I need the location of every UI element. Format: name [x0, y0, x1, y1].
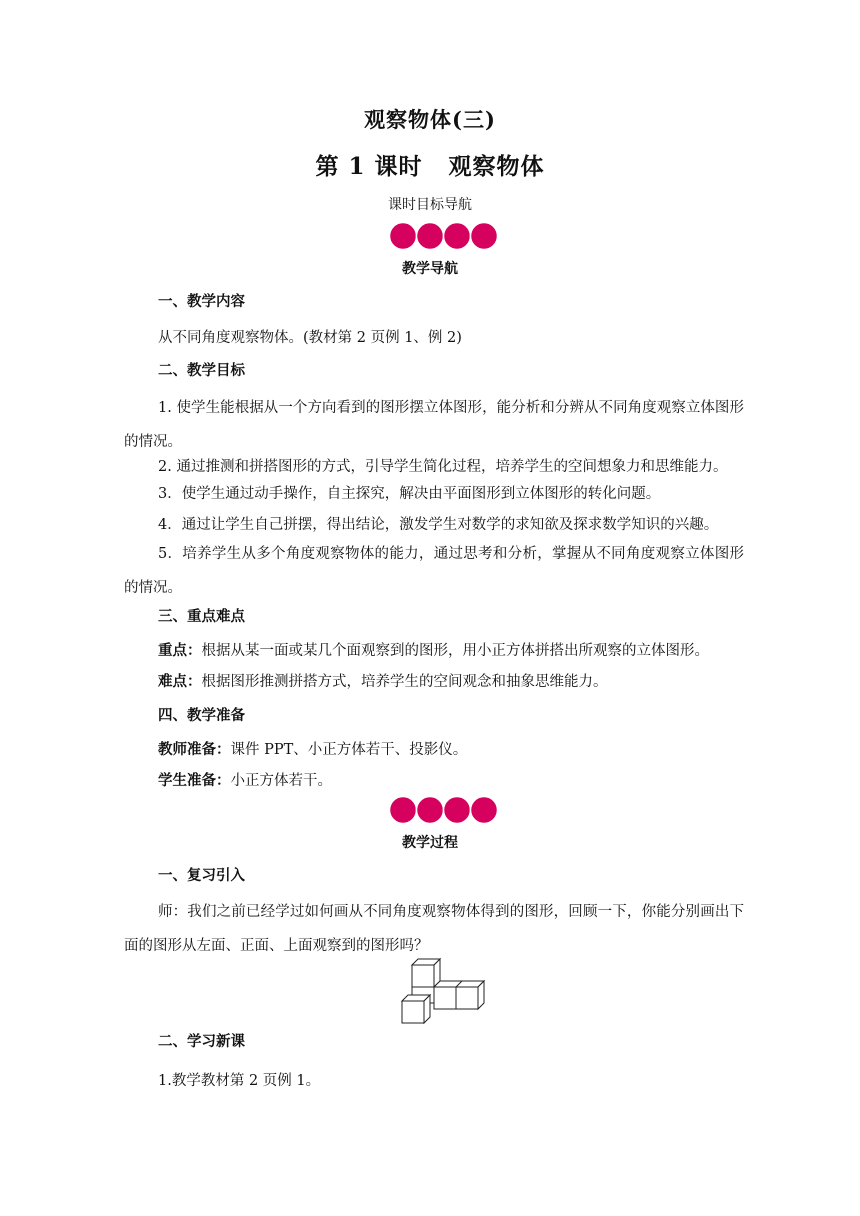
heading-teaching-goals: 二、教学目标: [158, 363, 245, 379]
key-point: [158, 641, 738, 661]
difficult-point-text: 根据图形推测拼搭方式，培养学生的空间观念和抽象思维能力。: [201, 674, 608, 690]
student-preparation-label: 学生准备：: [158, 773, 231, 789]
key-point-label: 重点：: [158, 643, 202, 659]
difficult-point-label: 难点：: [158, 674, 202, 690]
dot-icon: [390, 223, 417, 250]
document-title: 观察物体(三): [364, 107, 496, 132]
dot-icon: [444, 223, 471, 250]
goal-item-2: 2. 通过推测和拼搭图形的方式，引导学生简化过程，培养学生的空间想象力和思维能力。: [158, 459, 728, 475]
decorative-dots-2: [388, 795, 500, 825]
lesson-title: [0, 148, 860, 181]
teacher-preparation-label: 教师准备：: [158, 742, 231, 758]
heading-review: 一、复习引入: [158, 868, 245, 884]
student-preparation-text: 小正方体若干。: [230, 773, 332, 789]
lesson-number: 第 1 课时: [315, 153, 423, 180]
heading-teaching-content: 一、教学内容: [158, 294, 245, 310]
cube-stack-figure: [398, 955, 490, 1029]
goal-item-4: 4．通过让学生自己拼摆，得出结论，激发学生对数学的求知欲及探求数学知识的兴趣。: [158, 517, 719, 533]
student-preparation: [158, 771, 738, 791]
decorative-dots-1: [388, 221, 500, 251]
dot-icon: [471, 223, 498, 250]
dot-icon: [390, 797, 417, 824]
dot-icon: [417, 223, 444, 250]
new-lesson-item-1: 1.教学教材第 2 页例 1。: [158, 1073, 321, 1089]
teacher-preparation-text: 课件 PPT、小正方体若干、投影仪。: [230, 742, 468, 758]
heading-preparation: 四、教学准备: [158, 708, 245, 724]
heading-new-lesson: 二、学习新课: [158, 1034, 245, 1050]
section-heading-nav: 教学导航: [402, 261, 458, 277]
teaching-content-text: 从不同角度观察物体。(教材第 2 页例 1、例 2): [158, 330, 462, 346]
goal-item-5: 5．培养学生从多个角度观察物体的能力，通过思考和分析，掌握从不同角度观察立体图形的情况。: [124, 546, 744, 596]
teacher-preparation: [158, 740, 738, 760]
heading-key-points: 三、重点难点: [158, 609, 245, 625]
goal-nav-caption: 课时目标导航: [388, 197, 472, 213]
key-point-text: 根据从某一面或某几个面观察到的图形，用小正方体拼搭出所观察的立体图形。: [201, 643, 709, 659]
lesson-name: 观察物体: [448, 153, 545, 180]
dot-icon: [471, 797, 498, 824]
dot-icon: [417, 797, 444, 824]
dot-icon: [444, 797, 471, 824]
difficult-point: [158, 672, 738, 692]
section-heading-process: 教学过程: [402, 835, 458, 851]
goal-item-3: 3．使学生通过动手操作，自主探究，解决由平面图形到立体图形的转化问题。: [158, 486, 661, 502]
review-question: 师：我们之前已经学过如何画从不同角度观察物体得到的图形，回顾一下，你能分别画出下面的图形从左面、正面、上面观察到的图形吗？: [124, 904, 744, 954]
goal-item-1: 1. 使学生能根据从一个方向看到的图形摆立体图形，能分析和分辨从不同角度观察立体图形的情况。: [124, 400, 744, 450]
